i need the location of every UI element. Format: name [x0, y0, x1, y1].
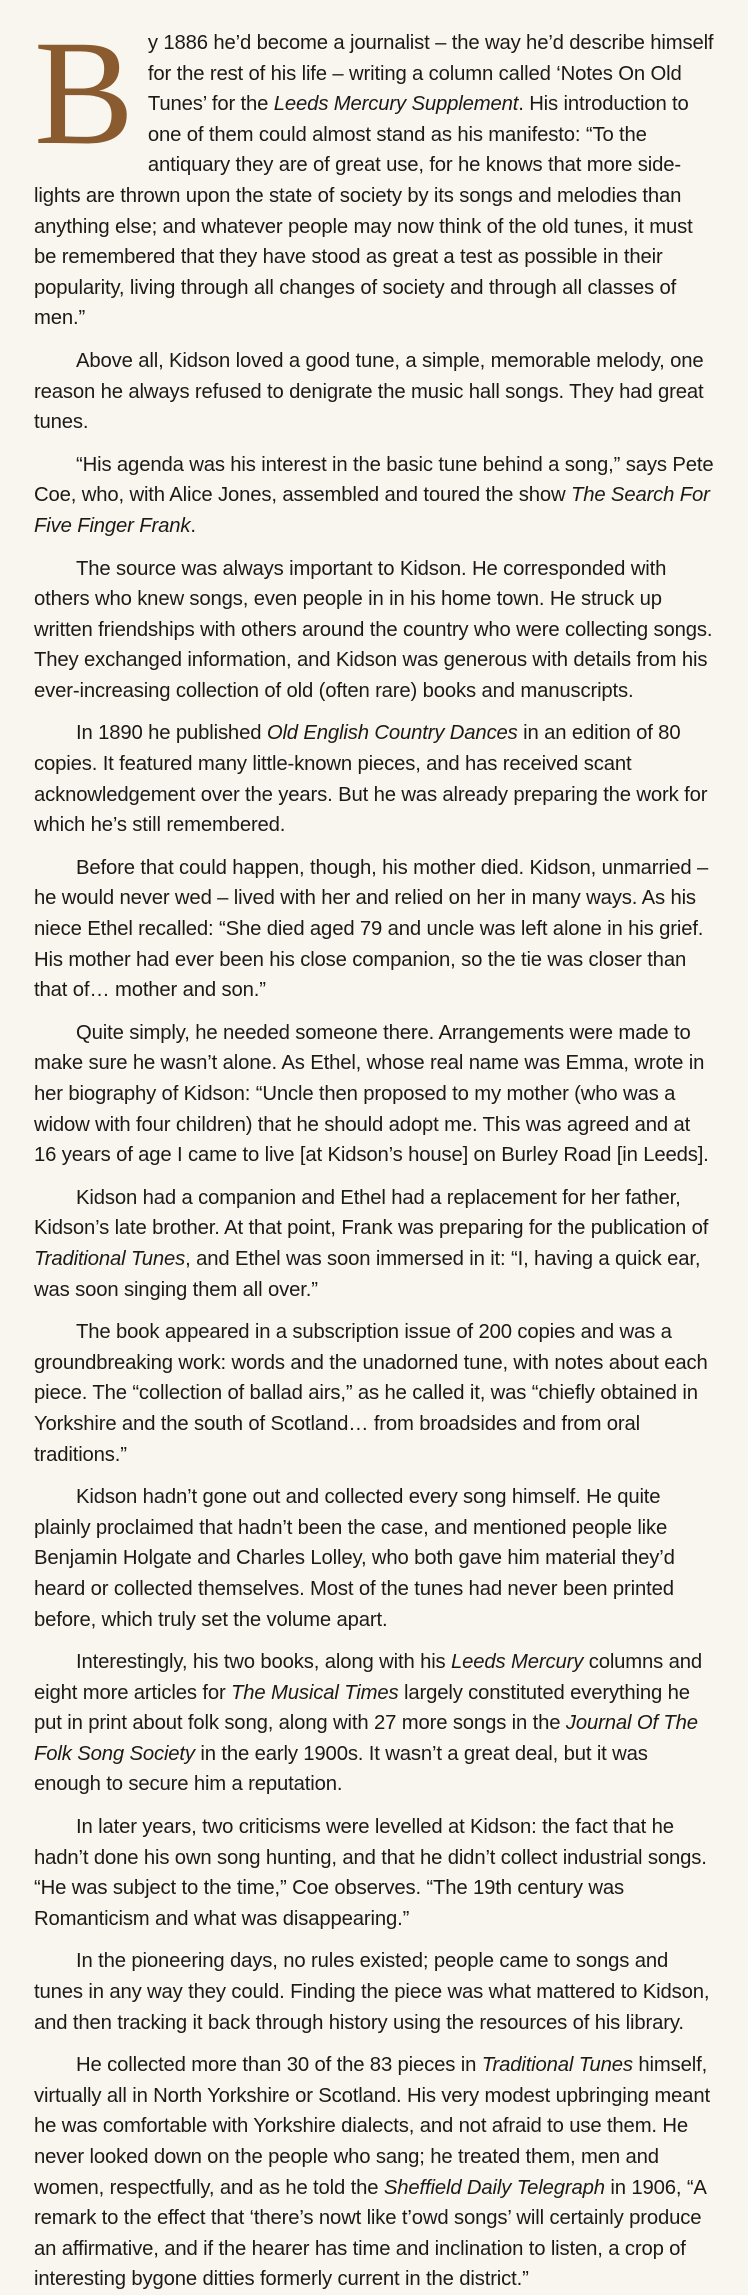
paragraph	[34, 450, 714, 542]
paragraph	[34, 1482, 714, 1635]
text-run: In later years, two criticisms were levelled at Kidson: the fact that he hadn’t done his own song hunting, and that he didn’t collect industrial songs. “He was subject to the time,” Coe observes. “The 19th century was Romanticism and what was disappearing.”	[34, 1816, 707, 1930]
paragraph	[34, 853, 714, 1006]
paragraph	[34, 718, 714, 840]
paragraph	[34, 1018, 714, 1171]
text-run: largely constituted everything he put in print about folk song, along with 27 more songs in the	[34, 1681, 690, 1735]
text-run: The book appeared in a subscription issue of 200 copies and was a groundbreaking work: words and the unadorned tune, with notes about each piece. The “collection of ballad airs,” as he called it, was “chiefly obtained in Yorkshire and the south of Scotland… from broadsides and from oral traditions.”	[34, 1321, 708, 1466]
paragraph	[34, 1647, 714, 1800]
text-run: In 1890 he published	[76, 722, 267, 745]
italic-title-text: Old English Country Dances	[266, 722, 518, 745]
italic-title-text: Traditional Tunes	[481, 2054, 633, 2077]
paragraph	[34, 10, 714, 334]
italic-title-text: Leeds Mercury Supplement	[273, 93, 519, 116]
text-run: Before that could happen, though, his mother died. Kidson, unmarried – he would never wed – lived with her and relied on her in many ways. As his niece Ethel recalled: “She died aged 79 and uncle was left alone in his grief. His mother had ever been his close companion, so the tie was closer than that of… mother and son.”	[34, 856, 709, 1002]
text-run: , and Ethel was soon immersed in it: “I, having a quick ear, was soon singing them all over.”	[34, 1247, 701, 1301]
italic-title-text: Traditional Tunes	[34, 1247, 186, 1270]
text-run: “His agenda was his interest in the basic tune behind a song,” says Pete Coe, who, with Alice Jones, assembled and toured the show	[34, 453, 714, 507]
text-run: Kidson hadn’t gone out and collected every song himself. He quite plainly proclaimed that hadn’t been the case, and mentioned people like Benjamin Holgate and Charles Lolley, who both gave him material they’d heard or collected themselves. Most of the tunes had never been printed before, which truly set the volume apart.	[34, 1486, 675, 1631]
paragraph	[34, 1812, 714, 1934]
text-run: Above all, Kidson loved a good tune, a simple, memorable melody, one reason he always refused to denigrate the music hall songs. They had great tunes.	[34, 349, 704, 434]
italic-title-text: The Search For Five Finger Frank	[34, 484, 710, 537]
text-run: . His introduction to one of them could almost stand as his manifesto: “To the antiquary they are of great use, for he knows that more side-lights are thrown upon the state of society by its songs and melodies than anything else; and whatever people may now think of the old tunes, it must be remembered that they have stood as great a test as possible in their popularity, living through all changes of society and through all classes of men.”	[34, 93, 693, 330]
italic-title-text: The Musical Times	[231, 1681, 399, 1704]
paragraph	[34, 1183, 714, 1305]
drop-cap: B	[34, 10, 134, 176]
text-run: in the early 1900s. It wasn’t a great deal, but it was enough to secure him a reputation.	[34, 1742, 648, 1796]
text-run: The source was always important to Kidson. He corresponded with others who knew songs, even people in in his home town. He struck up written friendships with others around the country who were collecting songs. They exchanged information, and Kidson was generous with details from his ever-increasing collection of old (often rare) books and manuscripts.	[34, 557, 713, 702]
text-run: himself, virtually all in North Yorkshire or Scotland. His very modest upbringing meant he was comfortable with Yorkshire dialects, and not afraid to use them. He never looked down on the people who sang; he treated them, men and women, respectfully, and as he told the	[34, 2054, 710, 2199]
text-run: He collected more than 30 of the 83 pieces in	[76, 2054, 482, 2077]
text-run: Kidson had a companion and Ethel had a replacement for her father, Kidson’s late brother. At that point, Frank was preparing for the publication of	[34, 1186, 709, 1240]
article-body	[34, 10, 714, 2295]
italic-title-text: Journal Of The Folk Song Society	[34, 1712, 698, 1765]
text-run: in 1906, “A remark to the effect that ‘there’s nowt like t’owd songs’ will certainly produce an affirmative, and if the hearer has time and inclination to listen, a crop of interesting bygone ditties formerly current in the district.”	[34, 2176, 706, 2291]
paragraph	[34, 1946, 714, 2038]
text-run: y 1886 he’d become a journalist – the way he’d describe himself for the rest of his life – writing a column called ‘Notes On Old Tunes’ for the	[147, 32, 714, 116]
italic-title-text: Leeds Mercury	[451, 1651, 584, 1674]
paragraph	[34, 346, 714, 438]
text-run: Interestingly, his two books, along with his	[76, 1651, 452, 1674]
paragraph	[34, 1317, 714, 1470]
text-run: columns and eight more articles for	[34, 1651, 703, 1704]
text-run: in an edition of 80 copies. It featured many little-known pieces, and has received scant acknowledgement over the years. But he was already preparing the work for which he’s still remembered.	[34, 722, 708, 837]
paragraph	[34, 554, 714, 707]
text-run: In the pioneering days, no rules existed; people came to songs and tunes in any way they could. Finding the piece was what mattered to Kidson, and then tracking it back through history using the resources of his library.	[34, 1950, 710, 2034]
text-run: Quite simply, he needed someone there. Arrangements were made to make sure he wasn’t alone. As Ethel, whose real name was Emma, wrote in her biography of Kidson: “Uncle then proposed to my mother (who was a widow with four children) that he should adopt me. This was agreed and at 16 years of age I came to live [at Kidson’s house] on Burley Road [in Leeds].	[34, 1021, 709, 1167]
text-run: .	[190, 514, 196, 537]
paragraph	[34, 2050, 714, 2295]
italic-title-text: Sheffield Daily Telegraph	[383, 2176, 605, 2199]
